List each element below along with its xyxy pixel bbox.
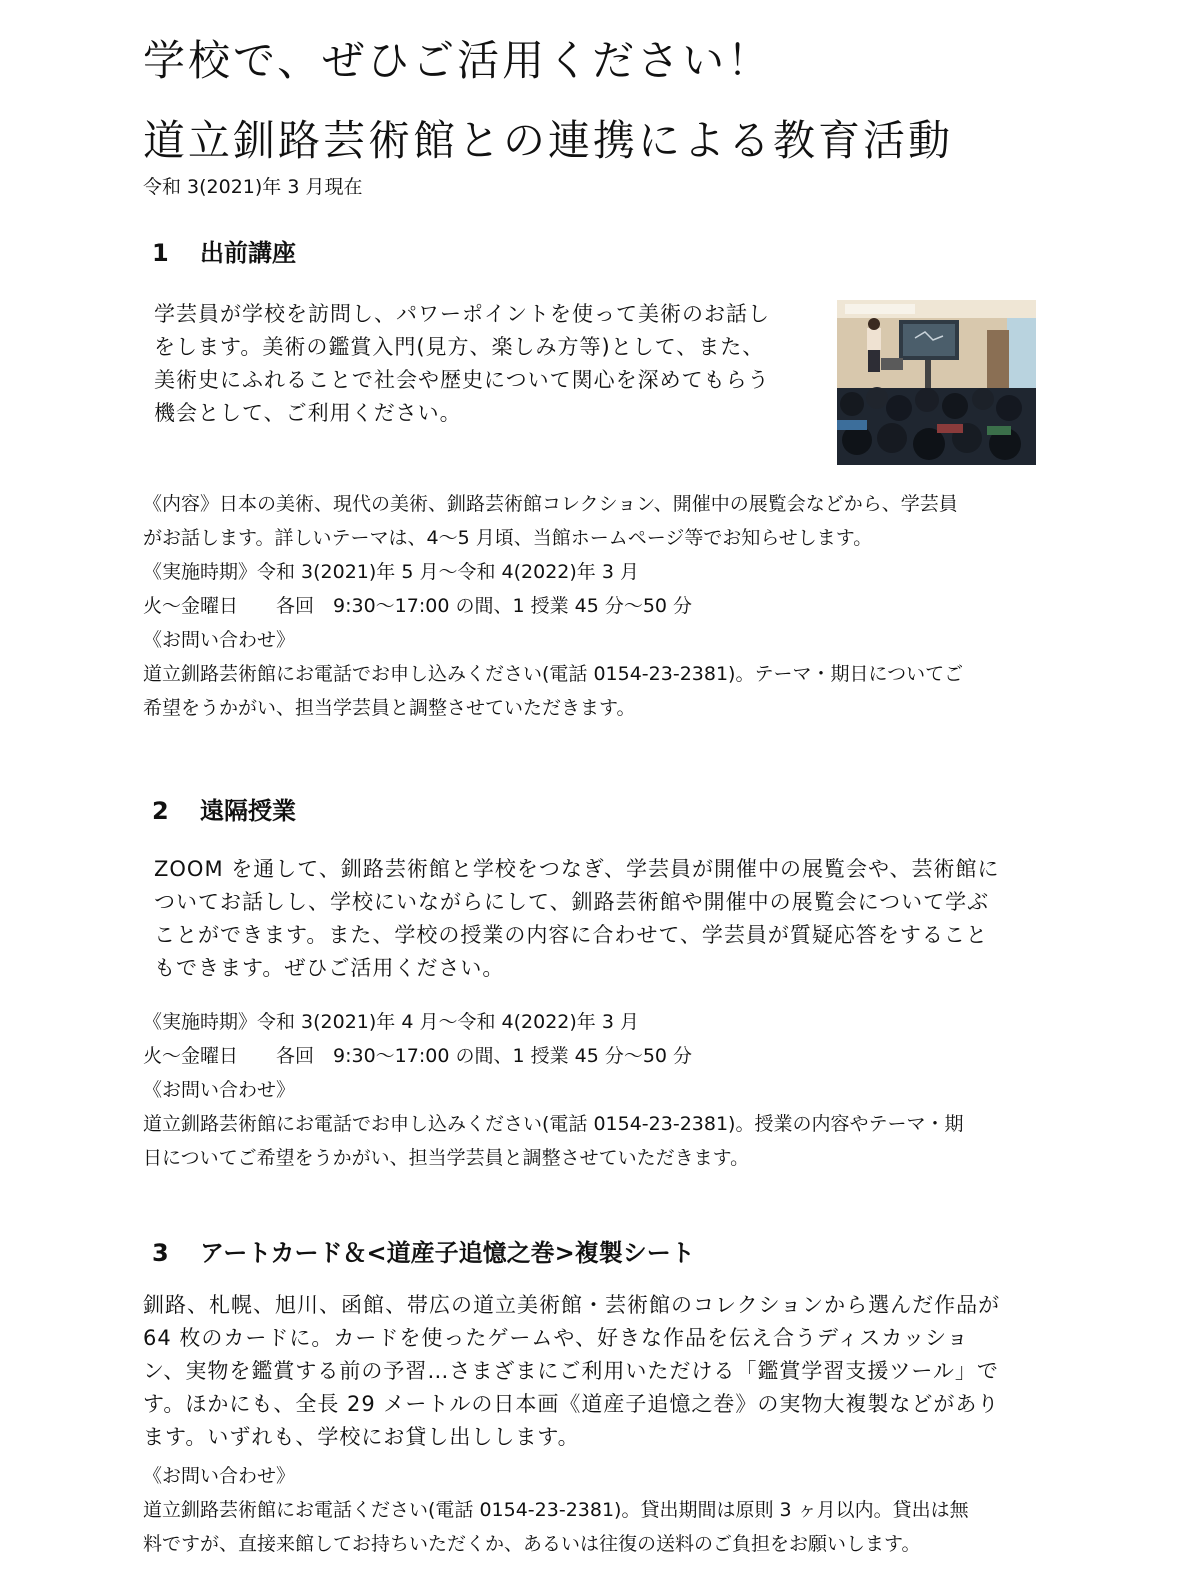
section-2-detail-line: 道立釧路芸術館にお電話でお申し込みください(電話 0154-23-2381)。授業の内容やテーマ・期 (143, 1113, 964, 1135)
section-1-lead-line: 機会として、ご利用ください。 (154, 401, 462, 425)
section-3-lead-line: ます。いずれも、学校にお貸し出しします。 (143, 1425, 580, 1449)
section-2-lead-line: もできます。ぜひご活用ください。 (154, 956, 505, 980)
section-3-lead (143, 1289, 1000, 1454)
section-2-lead-line: ついてお話しし、学校にいながらにして、釧路芸術館や開催中の展覧会について学ぶ (154, 890, 990, 914)
section-3-detail-line: 《お問い合わせ》 (143, 1465, 296, 1487)
section-1-lead-line: をします。美術の鑑賞入門(見方、楽しみ方等)として、また、 (154, 335, 765, 359)
section-3-lead-line: ン、実物を鑑賞する前の予習…さまざまにご利用いただける「鑑賞学習支援ツール」で (143, 1359, 999, 1383)
section-1-lead-line: 学芸員が学校を訪問し、パワーポイントを使って美術のお話し (154, 302, 770, 326)
section-1-title: 出前講座 (200, 239, 296, 267)
date-note: 令和 3(2021)年 3 月現在 (143, 176, 363, 198)
section-1-detail-line: 希望をうかがい、担当学芸員と調整させていただきます。 (143, 697, 636, 719)
section-2-detail-line: 火～金曜日 各回 9:30～17:00 の間、1 授業 45 分～50 分 (143, 1045, 693, 1067)
section-2-detail-line: 《実施時期》令和 3(2021)年 4 月～令和 4(2022)年 3 月 (143, 1011, 639, 1033)
section-3-title: アートカード＆<道産子追憶之巻>複製シート (200, 1239, 695, 1267)
section-3-details (143, 1459, 969, 1561)
section-2-heading (152, 791, 296, 826)
section-2-lead (154, 853, 1000, 985)
section-3-lead-line: 釧路、札幌、旭川、函館、帯広の道立美術館・芸術館のコレクションから選んだ作品が (143, 1293, 1001, 1317)
section-1-detail-line: 《実施時期》令和 3(2021)年 5 月～令和 4(2022)年 3 月 (143, 561, 639, 583)
classroom-lecture-photo (837, 300, 1036, 465)
section-2-detail-line: 《お問い合わせ》 (143, 1079, 296, 1101)
section-2-title: 遠隔授業 (200, 797, 296, 825)
section-1-detail-line: 《内容》日本の美術、現代の美術、釧路芸術館コレクション、開催中の展覧会などから、学芸員 (143, 493, 958, 515)
section-2-lead-line: ZOOM を通して、釧路芸術館と学校をつなぎ、学芸員が開催中の展覧会や、芸術館に (154, 857, 1000, 881)
title-line-2: 道立釧路芸術館との連携による教育活動 (143, 116, 954, 165)
section-1-lead (154, 298, 770, 430)
section-1-number: 1 (152, 239, 169, 267)
section-1-detail-line: 火～金曜日 各回 9:30～17:00 の間、1 授業 45 分～50 分 (143, 595, 693, 617)
section-3-detail-line: 道立釧路芸術館にお電話ください(電話 0154-23-2381)。貸出期間は原則 3 ヶ月以内。貸出は無 (143, 1499, 969, 1521)
section-3-heading (152, 1233, 695, 1268)
section-3-lead-line: 64 枚のカードに。カードを使ったゲームや、好きな作品を伝え合うディスカッショ (143, 1326, 969, 1350)
section-1-detail-line: 道立釧路芸術館にお電話でお申し込みください(電話 0154-23-2381)。テーマ・期日についてご (143, 663, 964, 685)
section-3-number: 3 (152, 1239, 169, 1267)
section-1-detail-line: がお話します。詳しいテーマは、4～5 月頃、当館ホームページ等でお知らせします。 (143, 527, 873, 549)
section-2-detail-line: 日についてご希望をうかがい、担当学芸員と調整させていただきます。 (143, 1147, 750, 1169)
section-2-details (143, 1005, 963, 1175)
section-2-lead-line: ことができます。また、学校の授業の内容に合わせて、学芸員が質疑応答をすること (154, 923, 988, 947)
section-2-number: 2 (152, 797, 169, 825)
title-line-1: 学校で、ぜひご活用ください！ (143, 36, 773, 85)
section-1-details (143, 487, 963, 725)
section-1-detail-line: 《お問い合わせ》 (143, 629, 296, 651)
section-3-lead-line: す。ほかにも、全長 29 メートルの日本画《道産子追憶之巻》の実物大複製などがあり (143, 1392, 1000, 1416)
section-1-heading (152, 233, 296, 268)
section-3-detail-line: 料ですが、直接来館してお持ちいただくか、あるいは往復の送料のご負担をお願いします。 (143, 1533, 921, 1555)
section-1-lead-line: 美術史にふれることで社会や歴史について関心を深めてもらう (154, 368, 770, 392)
